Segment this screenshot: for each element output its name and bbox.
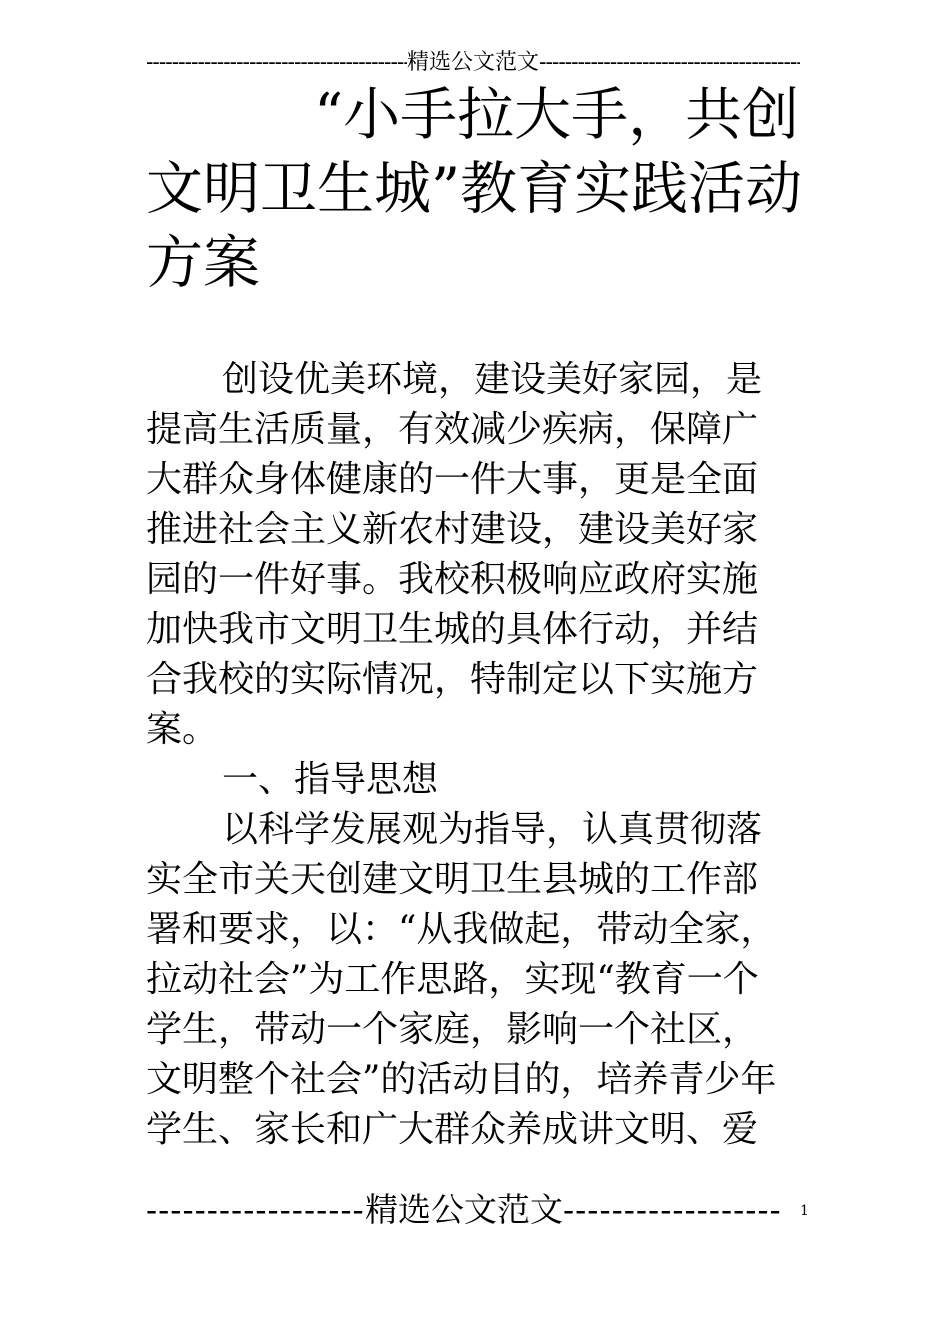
header-dash-left	[146, 50, 407, 76]
body-line: 实全市关天创建文明卫生县城的工作部	[146, 859, 759, 900]
body-line: 加快我市文明卫生城的具体行动，并结	[146, 609, 759, 650]
title-line: “小手拉大手，共创	[314, 82, 800, 148]
header-dash-right	[539, 50, 800, 76]
page-header	[146, 50, 800, 76]
title-line: 文明卫生城”教育实践活动	[146, 156, 803, 222]
title-line: 方案	[146, 230, 260, 296]
body-line: 署和要求，以：“从我做起，带动全家，	[146, 909, 777, 950]
page-footer	[146, 1190, 782, 1230]
body-line: 园的一件好事。我校积极响应政府实施	[146, 559, 759, 600]
document-body	[146, 355, 816, 1155]
body-line: 学生，带动一个家庭，影响一个社区，	[146, 1009, 759, 1050]
body-line: 案。	[146, 709, 219, 750]
body-line: 大群众身体健康的一件大事，更是全面	[146, 459, 759, 500]
body-line: 以科学发展观为指导，认真贯彻落	[222, 809, 763, 850]
body-line: 提高生活质量，有效减少疾病，保障广	[146, 409, 759, 450]
body-line: 创设优美环境，建设美好家园，是	[222, 359, 763, 400]
section-heading: 一、指导思想	[222, 759, 439, 800]
body-line: 推进社会主义新农村建设，建设美好家	[146, 509, 759, 550]
footer-dash-right	[563, 1190, 782, 1230]
footer-dash-left	[146, 1190, 365, 1230]
page-number: 1	[800, 1203, 809, 1219]
body-line: 学生、家长和广大群众养成讲文明、爱	[146, 1109, 759, 1150]
body-line: 文明整个社会”的活动目的，培养青少年	[146, 1059, 777, 1100]
body-line: 合我校的实际情况，特制定以下实施方	[146, 659, 759, 700]
document-title	[146, 78, 816, 300]
header-label: 精选公文范文	[407, 50, 540, 75]
footer-label: 精选公文范文	[365, 1190, 563, 1229]
body-line: 拉动社会”为工作思路，实现“教育一个	[146, 959, 759, 1000]
